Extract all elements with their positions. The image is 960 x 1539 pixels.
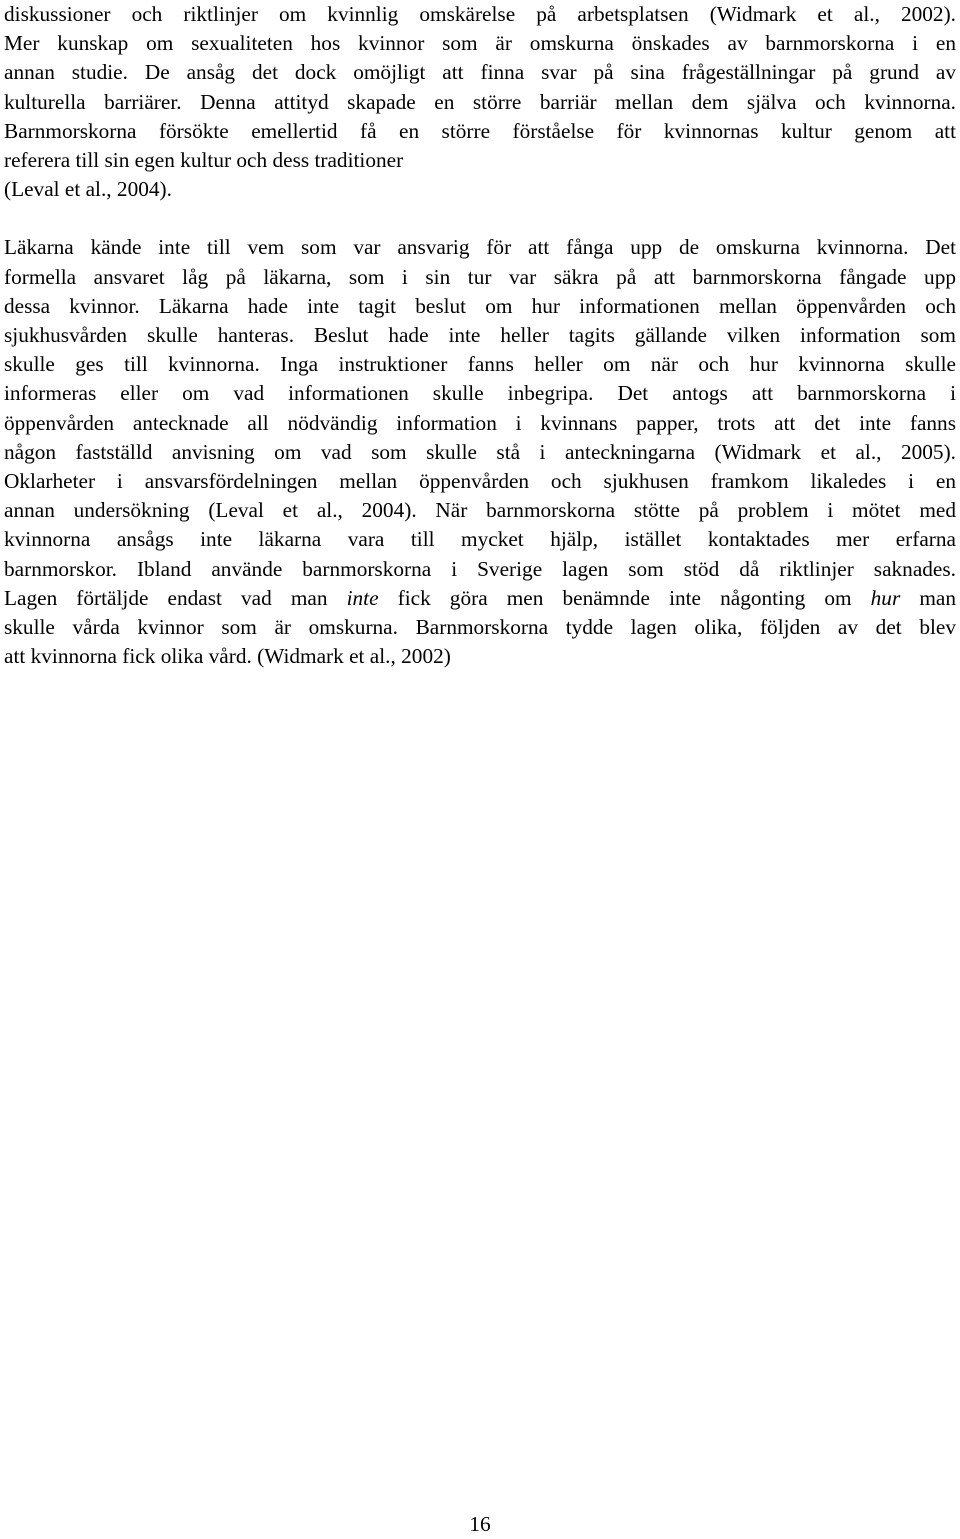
text-line: någon fastställd anvisning om vad som skulle stå i anteckningarna (Widmark et al., 2005). [4,439,956,464]
text-line: Oklarheter i ansvarsfördelningen mellan öppenvården och sjukhusen framkom likaledes i en [4,469,956,494]
paragraph-gap [4,204,956,233]
text-line: (Leval et al., 2004). [4,177,172,202]
text-line: formella ansvaret låg på läkarna, som i sin tur var säkra på att barnmorskorna fångade upp [4,264,956,289]
text-line: Mer kunskap om sexualiteten hos kvinnor som är omskurna önskades av barnmorskorna i en [4,31,956,56]
text-line: skulle ges till kvinnorna. Inga instruktioner fanns heller om när och hur kvinnorna skulle [4,352,956,377]
emphasis-inte: inte [346,585,379,610]
text-line: referera till sin egen kultur och dess traditioner [4,148,404,173]
text-line: dessa kvinnor. Läkarna hade inte tagit beslut om hur informationen mellan öppenvården och [4,293,956,318]
text-run: man [900,585,956,610]
paragraph-2 [4,233,956,671]
text-line-with-emphasis [4,584,956,613]
text-line: Barnmorskorna försökte emellertid få en större förståelse för kvinnornas kultur genom att [4,118,956,143]
text-line: informeras eller om vad informationen skulle inbegripa. Det antogs att barnmorskorna i [4,381,956,406]
text-line: öppenvården antecknade all nödvändig information i kvinnans papper, trots att det inte fanns [4,410,956,435]
text-line: Läkarna kände inte till vem som var ansvarig för att fånga upp de omskurna kvinnorna. Det [4,235,956,260]
document-page [4,0,956,671]
text-line: att kvinnorna fick olika vård. (Widmark et al., 2002) [4,644,451,669]
text-line: annan studie. De ansåg det dock omöjligt att finna svar på sina frågeställningar på grund av [4,60,956,85]
page-number: 16 [469,1512,491,1536]
text-line: skulle vårda kvinnor som är omskurna. Barnmorskorna tydde lagen olika, följden av det blev [4,615,956,640]
text-line: sjukhusvården skulle hanteras. Beslut hade inte heller tagits gällande vilken information som [4,323,956,348]
emphasis-hur: hur [870,585,901,610]
text-line: kvinnorna ansågs inte läkarna vara till mycket hjälp, istället kontaktades mer erfarna [4,527,956,552]
text-line: diskussioner och riktlinjer om kvinnlig omskärelse på arbetsplatsen (Widmark et al., 2002). [4,2,956,26]
text-run: Lagen förtäljde endast vad man [4,585,347,610]
text-line: barnmorskor. Ibland använde barnmorskorna i Sverige lagen som stöd då riktlinjer saknades. [4,556,956,581]
paragraph-1 [4,0,956,204]
text-run: fick göra men benämnde inte någonting om [378,585,871,610]
text-line: annan undersökning (Leval et al., 2004). När barnmorskorna stötte på problem i mötet med [4,498,956,523]
text-line: kulturella barriärer. Denna attityd skapade en större barriär mellan dem själva och kvinnorna. [4,89,956,114]
